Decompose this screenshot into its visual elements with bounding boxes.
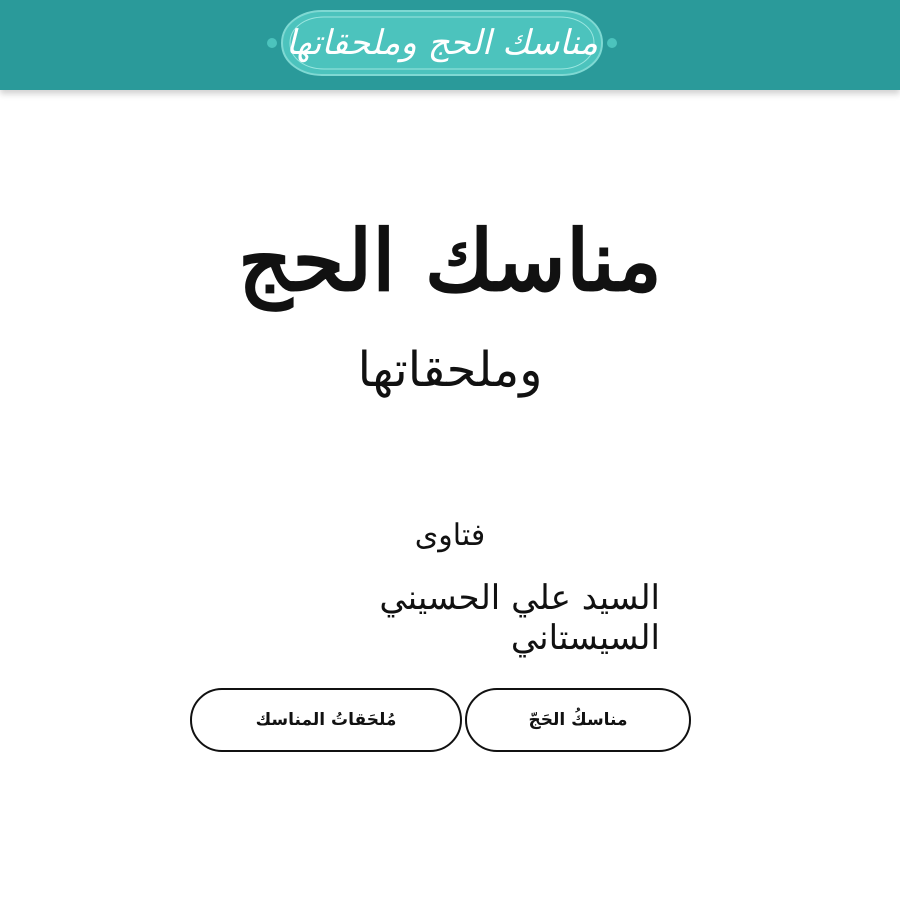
header-title: مناسك الحج وملحقاتها (285, 23, 599, 63)
book-subtitle: وملحقاتها (357, 342, 543, 398)
book-title: مناسك الحج (238, 210, 662, 310)
author-name: السيد علي الحسيني السيستاني (379, 577, 660, 658)
hajj-rituals-button[interactable]: مناسكُ الحَجّ (465, 688, 691, 752)
header-bar (0, 0, 900, 90)
header-plaque (262, 3, 622, 83)
fatawa-label: فتاوى (414, 517, 486, 553)
rituals-appendices-button[interactable]: مُلحَقاتُ المناسك (190, 688, 462, 752)
